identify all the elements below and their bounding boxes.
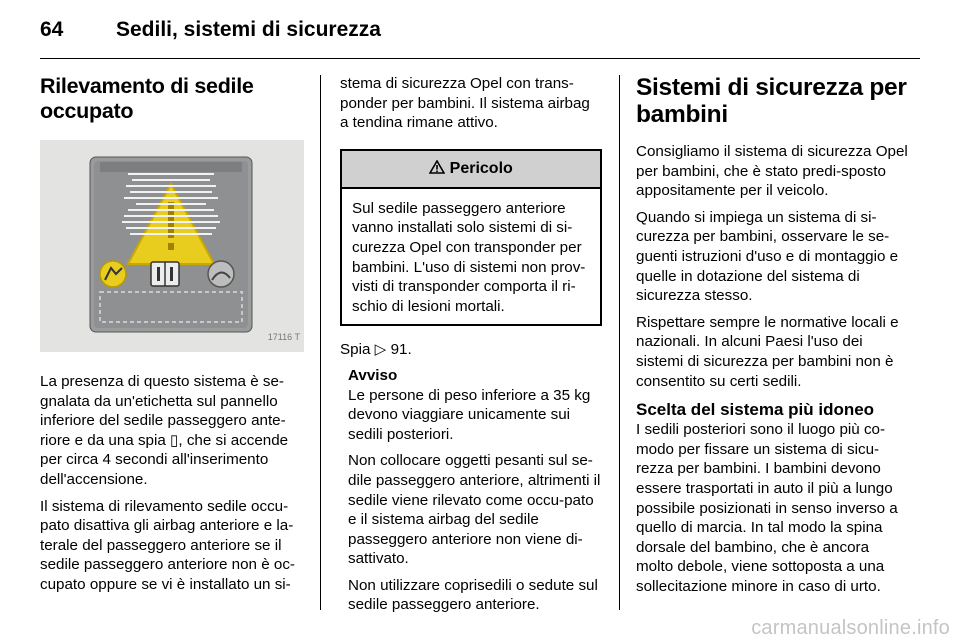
paragraph: stema di sicurezza Opel con trans-ponder per bambini. Il sistema airbag a tendina rimane attivo. <box>340 75 590 132</box>
page-link[interactable]: 91. <box>390 341 412 359</box>
paragraph: Il sistema di rilevamento sedile occu-pato disattiva gli airbag anteriore e la-terale del passeggero anteriore se il sedile passeggero anteriore non è oc-cupato oppure se vi è installato un si- <box>40 497 295 593</box>
paragraph: Quando si impiega un sistema di si-curezza per bambini, osservare le se-guenti istruzioni d'uso e di montaggio e quelle in dotazione del sistema di sicurezza stesso. <box>636 208 899 305</box>
paragraph: La presenza di questo sistema è se-gnalata da un'etichetta sul pannello inferiore del sedile passeggero ante-riore e da una spia ▯, che si accende per circa 4 secondi all'inserimento dell'accensione. <box>40 373 289 488</box>
figure-number: 17116 T <box>267 332 300 343</box>
avviso-title: Avviso <box>348 366 398 384</box>
danger-box-header <box>342 151 600 189</box>
warning-triangle-icon <box>429 160 449 177</box>
page-number: 64 <box>40 18 64 41</box>
warning-label-illustration <box>40 140 304 352</box>
header-rule <box>40 58 920 59</box>
section-heading: Sistemi di sicurezza per bambini <box>636 74 907 128</box>
chapter-title: Sedili, sistemi di sicurezza <box>116 18 381 41</box>
column-divider <box>619 75 620 610</box>
paragraph: Rispettare sempre le normative locali e nazionali. In alcuni Paesi l'uso dei sistemi di sicurezza per bambini non è consentito su certi sedili. <box>636 313 899 390</box>
danger-box-body: Sul sedile passeggero anteriore vanno installati solo sistemi di si-curezza Opel con transponder per bambini. L'uso di sistemi non prov-visti di transponder comporta il ri-schio di lesioni mortali. <box>352 199 586 315</box>
column-3 <box>636 74 908 603</box>
seat-label-figure <box>40 140 304 352</box>
column-divider <box>320 75 321 610</box>
avviso-block <box>340 366 602 615</box>
column-2 <box>340 74 602 622</box>
subsection-heading: Scelta del sistema più idoneo <box>636 400 875 420</box>
paragraph: Non utilizzare coprisedili o sedute sul sedile passeggero anteriore. <box>348 576 598 614</box>
paragraph: Non collocare oggetti pesanti sul se-dile passeggero anteriore, altrimenti il sedile viene rilevato come occu-pato e il sistema airbag del sedile passeggero anteriore non viene di-sattivato. <box>348 452 601 568</box>
danger-box-title: Pericolo <box>449 159 513 177</box>
section-heading: Rilevamento di sedile occupato <box>40 74 254 123</box>
watermark: carmanualsonline.info <box>751 617 950 639</box>
spia-text: Spia <box>340 341 371 359</box>
danger-box <box>340 149 602 327</box>
paragraph: Consigliamo il sistema di sicurezza Opel per bambini, che è stato predi-sposto appositamente per il veicolo. <box>636 143 908 200</box>
column-1 <box>40 74 306 602</box>
spia-reference <box>340 340 602 360</box>
paragraph: Le persone di peso inferiore a 35 kg devono viaggiare unicamente sui sedili posteriori. <box>348 386 591 443</box>
paragraph: I sedili posteriori sono il luogo più co-modo per fissare un sistema di sicu-rezza per bambini. I bambini devono essere trasportati in auto il più a lungo possibile posizionati in senso inverso a quello di marcia. In tal modo la spina dorsale del bambino, che è ancora molto debole, viene sottoposta a una sollecitazione minore in caso di urto. <box>636 421 898 595</box>
arrow-icon: ▷ <box>374 341 387 359</box>
